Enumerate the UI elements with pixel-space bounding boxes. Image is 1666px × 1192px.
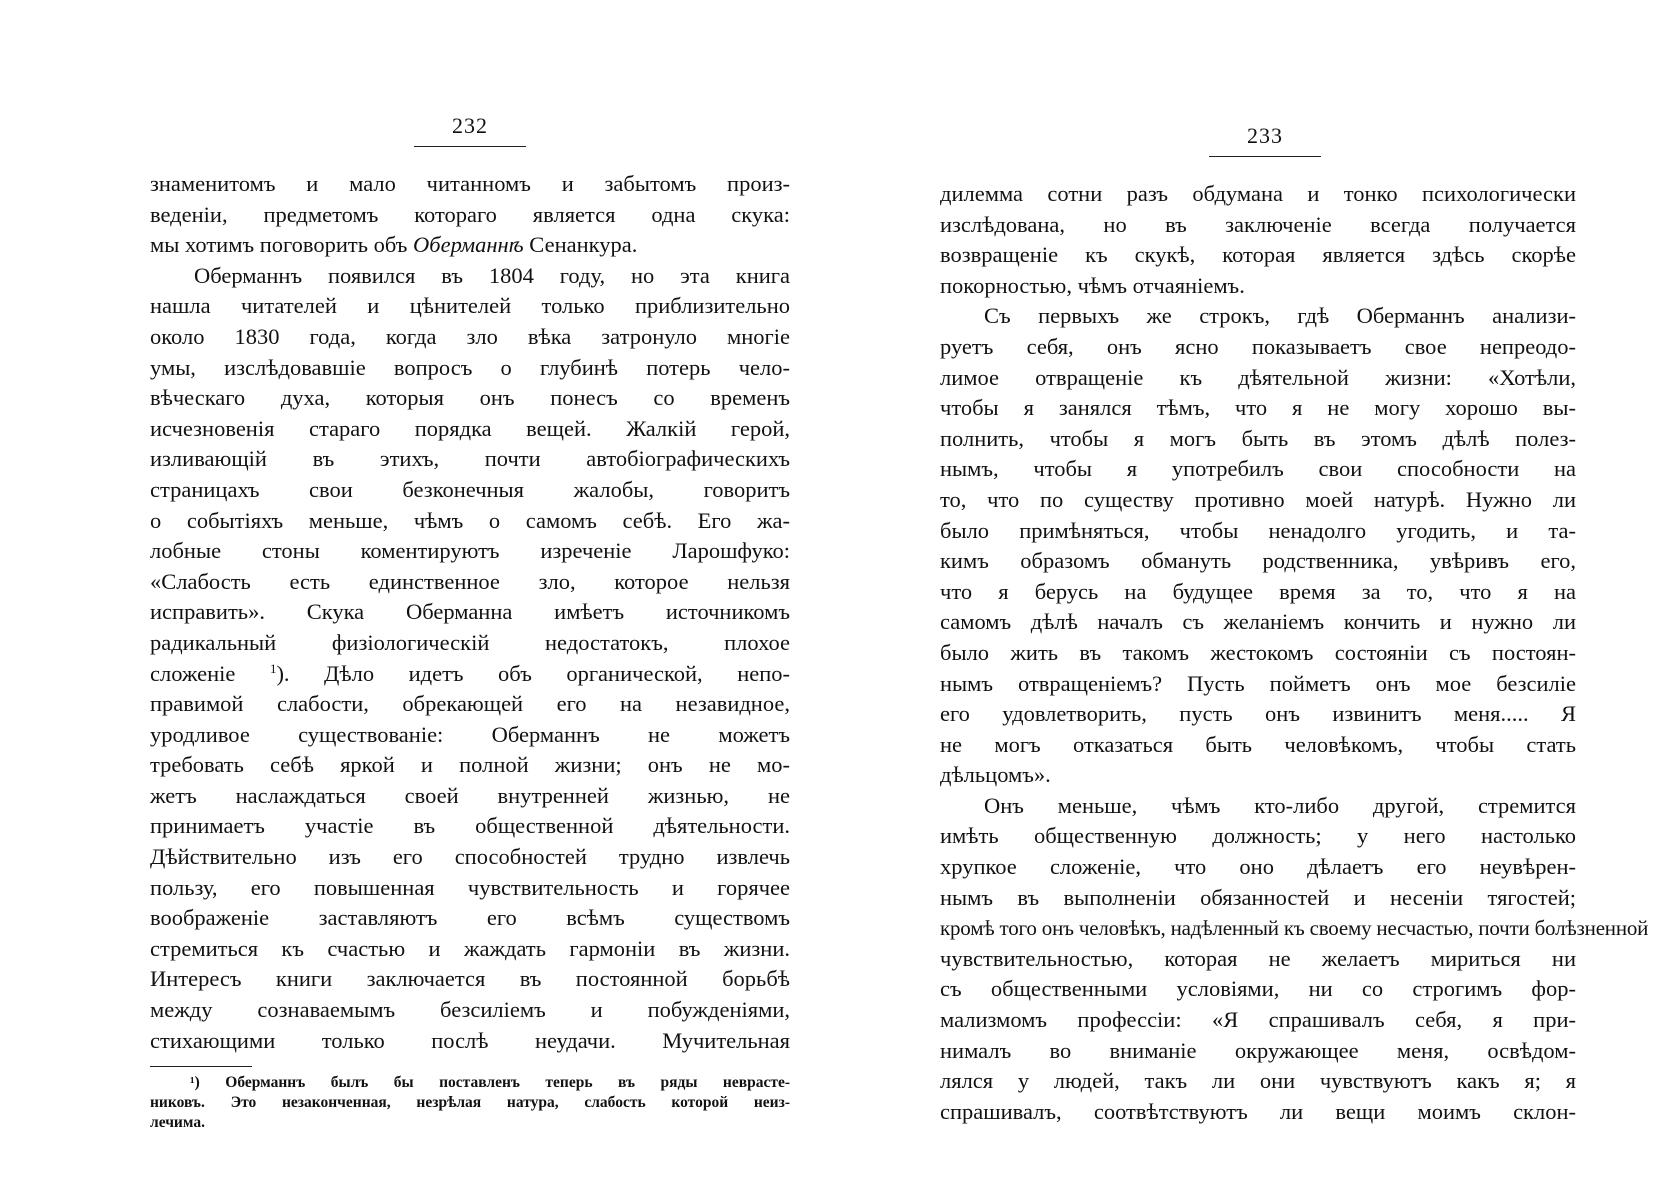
text-line: «Слабость есть единственное зло, которое нельзя xyxy=(150,568,790,594)
footnote-marker: 1 xyxy=(269,660,277,676)
text-line: Дѣйствительно изъ его способностей трудно извлечь xyxy=(150,844,790,870)
text-line: между сознаваемымъ безсиліемъ и побужденіями, xyxy=(150,997,790,1023)
text-line-end: ). Дѣло идетъ объ органической, непо- xyxy=(276,660,791,686)
right-page xyxy=(940,122,1649,1127)
text-line: не могъ отказаться быть человѣкомъ, чтобы стать xyxy=(940,731,1576,757)
page-number: 233 xyxy=(1247,123,1283,148)
text-line: самомъ дѣлѣ началъ съ желаніемъ кончить и нужно ли xyxy=(940,609,1576,635)
text-line: около 1830 года, когда зло вѣка затронуло многіе xyxy=(150,323,790,349)
text-line-end: Сенанкура. xyxy=(523,232,638,258)
text-line: нималъ во вниманіе окружающее меня, освѣдом- xyxy=(940,1037,1576,1063)
text-line: было примѣняться, чтобы ненадолго угодить, и та- xyxy=(940,517,1576,543)
text-line: то, что по существу противно моей натурѣ. Нужно ли xyxy=(940,486,1576,512)
text-line: лялся у людей, такъ ли они чувствуютъ какъ я; я xyxy=(940,1068,1576,1094)
text-line: дѣльцомъ». xyxy=(940,762,1051,788)
text-line: чтобы я занялся тѣмъ, что я не могу хорошо вы- xyxy=(940,395,1576,421)
text-line: его удовлетворить, пусть онъ извинитъ меня..... Я xyxy=(940,701,1576,727)
page-number: 232 xyxy=(452,113,488,138)
text-line: нашла читателей и цѣнителей только приблизительно xyxy=(150,293,790,319)
text-line: требовать себѣ яркой и полной жизни; онъ не мо- xyxy=(150,752,790,778)
text-line: полнить, чтобы я могъ быть въ этомъ дѣлѣ полез- xyxy=(940,425,1576,451)
text-line: покорностью, чѣмъ отчаяніемъ. xyxy=(940,272,1245,298)
text-line-start: сложеніе xyxy=(150,660,270,686)
text-line: Съ первыхъ же строкъ, гдѣ Оберманнъ анализи- xyxy=(984,303,1576,329)
text-line-start: мы хотимъ поговорить объ xyxy=(150,232,414,258)
text-line: изливающій въ этихъ, почти автобіографическихъ xyxy=(150,446,790,472)
text-line: изслѣдована, но въ заключеніе всегда получается xyxy=(940,211,1576,237)
text-line: знаменитомъ и мало читанномъ и забытомъ произ- xyxy=(150,171,790,196)
text-line: правимой слабости, обрекающей его на незавидное, xyxy=(150,691,790,717)
text-line: Оберманнъ появился въ 1804 году, но эта книга xyxy=(194,262,790,288)
page-number-rule xyxy=(1209,156,1321,157)
text-line: пользу, его повышенная чувствительность и горячее xyxy=(150,874,790,900)
left-page xyxy=(150,112,790,1133)
right-page-text xyxy=(940,179,1649,1127)
left-page-text xyxy=(150,169,790,1056)
text-line: умы, изслѣдовавшіе вопросъ о глубинѣ потерь чело- xyxy=(150,354,790,380)
text-line: было жить въ такомъ жестокомъ состояніи съ постоян- xyxy=(940,639,1576,665)
text-line: руетъ себя, онъ ясно показываетъ свое непреодо- xyxy=(940,333,1576,359)
text-line: дилемма сотни разъ обдумана и тонко психологически xyxy=(940,181,1576,206)
text-line: съ общественными условіями, ни со строгимъ фор- xyxy=(940,976,1576,1002)
text-line: страницахъ свои безконечныя жалобы, говоритъ xyxy=(150,476,790,502)
text-line: воображеніе заставляютъ его всѣмъ существомъ xyxy=(150,905,790,931)
text-line: лимое отвращеніе къ дѣятельной жизни: «Хотѣли, xyxy=(940,364,1576,390)
text-line: возвращеніе къ скукѣ, которая является здѣсь скорѣе xyxy=(940,242,1576,268)
footnote-rule xyxy=(150,1066,252,1067)
text-line: стихающими только послѣ неудачи. Мучительная xyxy=(150,1027,790,1053)
text-line: нымъ, чтобы я употребилъ свои способности на xyxy=(940,456,1576,482)
text-line: Интересъ книги заключается въ постоянной борьбѣ xyxy=(150,966,790,992)
text-line: спрашивалъ, соотвѣтствуютъ ли вещи моимъ склон- xyxy=(940,1098,1576,1124)
text-line: радикальный физіологическій недостатокъ, плохое xyxy=(150,629,790,655)
text-line: жетъ наслаждаться своей внутренней жизнью, не xyxy=(150,782,790,808)
text-line: чувствительностью, которая не желаетъ мириться ни xyxy=(940,945,1576,971)
text-line: нымъ отвращеніемъ? Пусть пойметъ онъ мое безсиліе xyxy=(940,670,1576,696)
text-line: исчезновенія стараго порядка вещей. Жалкій герой, xyxy=(150,415,790,441)
text-line: кимъ образомъ обмануть родственника, увѣривъ его, xyxy=(940,548,1576,574)
text-line: кромѣ того онъ человѣкъ, надѣленный къ своему несчастью, почти болѣзненной xyxy=(940,916,1649,941)
text-line: мализмомъ профессіи: «Я спрашивалъ себя, я при- xyxy=(940,1007,1576,1033)
footnote-line: никовъ. Это незаконченная, незрѣлая натура, слабость которой неиз- xyxy=(150,1094,790,1112)
text-line xyxy=(150,659,790,690)
text-line xyxy=(150,230,790,261)
text-line: стремиться къ счастью и жаждать гармоніи въ жизни. xyxy=(150,935,790,961)
text-line: уродливое существованіе: Оберманнъ не можетъ xyxy=(150,721,790,747)
footnote-line: лечима. xyxy=(150,1114,205,1132)
page-number-rule xyxy=(414,146,526,147)
text-line: о событіяхъ меньше, чѣмъ о самомъ себѣ. Его жа- xyxy=(150,507,790,533)
text-line: лобные стоны коментируютъ изреченіе Ларошфуко: xyxy=(150,538,790,564)
italic-title: Оберманнѣ xyxy=(413,232,524,258)
footnote xyxy=(150,1073,790,1133)
text-line: что я берусь на будущее время за то, что я на xyxy=(940,578,1576,604)
text-line: хрупкое сложеніе, что оно дѣлаетъ его неувѣрен- xyxy=(940,854,1576,880)
text-line: веденіи, предметомъ котораго является одна скука: xyxy=(150,201,790,227)
text-line: исправить». Скука Оберманна имѣетъ источникомъ xyxy=(150,599,790,625)
text-line: Онъ меньше, чѣмъ кто-либо другой, стремится xyxy=(984,792,1576,818)
text-line: принимаетъ участіе въ общественной дѣятельности. xyxy=(150,813,790,839)
text-line: вѣческаго духа, которыя онъ понесъ со временъ xyxy=(150,385,790,411)
footnote-line: ¹) Оберманнъ былъ бы поставленъ теперь въ ряды неврасте- xyxy=(190,1074,790,1092)
text-line: имѣть общественную должность; у него настолько xyxy=(940,823,1576,849)
text-line: нымъ въ выполненіи обязанностей и несеніи тягостей; xyxy=(940,884,1576,910)
